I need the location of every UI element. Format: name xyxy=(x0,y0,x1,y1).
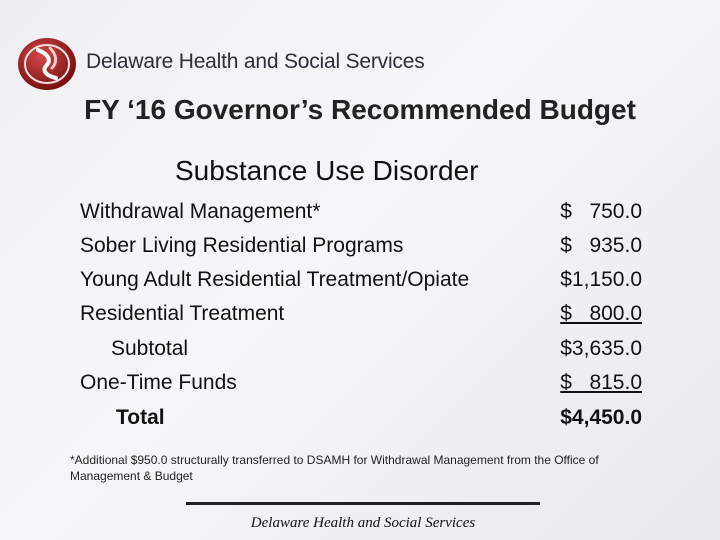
row-amount: $1,150.0 xyxy=(560,268,642,291)
footnote: *Additional $950.0 structurally transferred to DSAMH for Withdrawal Management from the Office of Management & Budget xyxy=(70,453,599,483)
slide-title: FY ‘16 Governor’s Recommended Budget xyxy=(84,94,636,125)
row-amount: $4,450.0 xyxy=(560,406,642,429)
dhss-seal-icon xyxy=(16,36,78,92)
org-name: Delaware Health and Social Services xyxy=(86,50,425,73)
budget-row-total xyxy=(80,403,642,433)
row-amount: $ 750.0 xyxy=(560,200,642,223)
row-label: Young Adult Residential Treatment/Opiate xyxy=(80,268,470,291)
budget-row-young-adult xyxy=(80,265,642,295)
row-amount: $ 800.0 xyxy=(560,302,642,325)
budget-row-withdrawal-management xyxy=(80,197,642,227)
budget-row-subtotal xyxy=(80,334,642,364)
row-label: Total xyxy=(116,406,165,429)
row-label: Withdrawal Management* xyxy=(80,200,321,223)
footer-text: Delaware Health and Social Services xyxy=(250,515,476,531)
budget-row-one-time-funds xyxy=(80,368,642,398)
section-title: Substance Use Disorder xyxy=(175,155,479,186)
row-amount: $3,635.0 xyxy=(560,337,642,360)
budget-row-residential-treatment xyxy=(80,299,642,329)
footer-divider xyxy=(186,502,540,505)
row-amount: $ 815.0 xyxy=(560,371,642,394)
row-label: Sober Living Residential Programs xyxy=(80,234,404,257)
row-label: One-Time Funds xyxy=(80,371,237,394)
row-label: Residential Treatment xyxy=(80,302,285,325)
row-amount: $ 935.0 xyxy=(560,234,642,257)
budget-row-sober-living xyxy=(80,231,642,261)
row-label: Subtotal xyxy=(111,337,189,360)
